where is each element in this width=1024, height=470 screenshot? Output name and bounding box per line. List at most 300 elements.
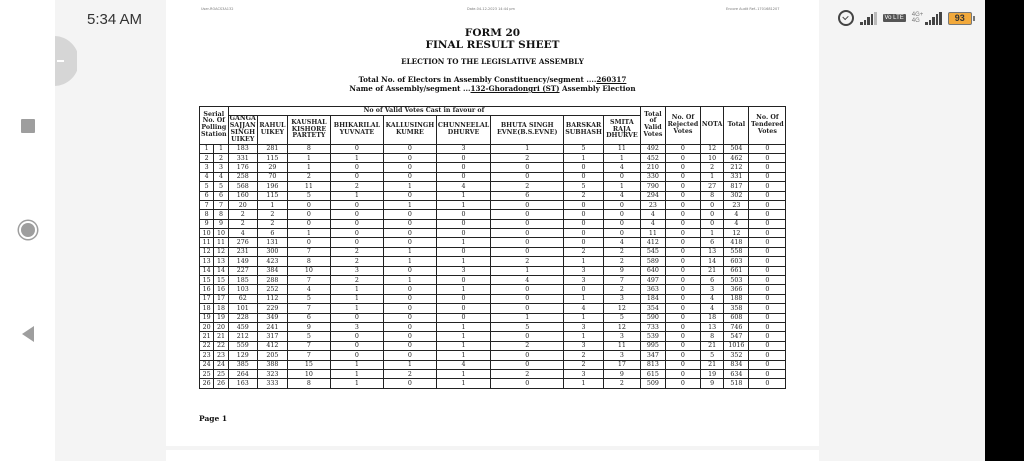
table-cell: 0	[383, 341, 436, 350]
table-cell: 1	[383, 276, 436, 285]
table-cell: 0	[564, 172, 604, 181]
table-cell: 0	[383, 285, 436, 294]
table-cell: 0	[749, 276, 786, 285]
table-cell: 1	[436, 191, 490, 200]
table-cell: 0	[491, 238, 564, 247]
table-cell: 184	[640, 294, 665, 303]
table-cell: 15	[214, 276, 228, 285]
table-cell: 1	[214, 144, 228, 153]
table-cell: 0	[383, 238, 436, 247]
table-cell: 0	[749, 257, 786, 266]
table-cell: 13	[214, 257, 228, 266]
network-type	[911, 12, 924, 24]
table-cell: 7	[287, 276, 330, 285]
network-label-bottom: 4G	[911, 18, 920, 24]
table-cell: 363	[640, 285, 665, 294]
table-cell: 0	[665, 276, 700, 285]
header-user: User-ROACS3A132	[201, 7, 234, 11]
table-cell: 8	[287, 379, 330, 388]
table-cell: 0	[749, 313, 786, 322]
table-cell: 0	[383, 379, 436, 388]
table-cell: 0	[749, 247, 786, 256]
table-cell: 4	[700, 294, 723, 303]
table-cell: 0	[491, 200, 564, 209]
table-cell: 5	[603, 313, 640, 322]
table-cell: 733	[640, 323, 665, 332]
table-cell: 0	[665, 341, 700, 350]
table-cell: 4	[436, 182, 490, 191]
table-cell: 6	[491, 191, 564, 200]
table-cell: 1	[436, 238, 490, 247]
table-cell: 0	[665, 219, 700, 228]
table-cell: 0	[436, 313, 490, 322]
table-cell: 1	[330, 304, 383, 313]
table-cell: 8	[700, 332, 723, 341]
table-cell: 4	[436, 360, 490, 369]
table-cell: 9	[700, 379, 723, 388]
document-page	[166, 0, 819, 446]
table-row	[200, 200, 786, 209]
table-cell: 3	[564, 323, 604, 332]
table-cell: 4	[200, 172, 214, 181]
table-cell: 1	[700, 229, 723, 238]
table-cell: 160	[228, 191, 257, 200]
table-cell: 1	[383, 247, 436, 256]
table-cell: 227	[228, 266, 257, 275]
table-cell: 0	[330, 229, 383, 238]
table-cell: 746	[724, 323, 749, 332]
table-cell: 0	[749, 341, 786, 350]
table-cell: 0	[330, 163, 383, 172]
table-cell: 3	[564, 276, 604, 285]
table-cell: 568	[228, 182, 257, 191]
table-cell: 0	[436, 304, 490, 313]
table-cell: 640	[640, 266, 665, 275]
table-cell: 0	[287, 238, 330, 247]
candidate-header: SMITA RAJA DHURVE	[603, 116, 640, 144]
table-cell: 2	[491, 182, 564, 191]
table-cell: 11	[640, 229, 665, 238]
table-cell: 2	[228, 219, 257, 228]
table-cell: 423	[257, 257, 287, 266]
table-cell: 0	[665, 266, 700, 275]
table-cell: 0	[330, 200, 383, 209]
table-cell: 3	[214, 163, 228, 172]
table-cell: 4	[700, 304, 723, 313]
back-triangle-icon	[22, 326, 34, 342]
table-cell: 388	[257, 360, 287, 369]
table-cell: 0	[436, 163, 490, 172]
table-cell: 26	[200, 379, 214, 388]
table-cell: 0	[665, 294, 700, 303]
table-cell: 6	[287, 313, 330, 322]
minus-icon	[57, 60, 64, 62]
table-cell: 603	[724, 257, 749, 266]
table-cell: 0	[491, 332, 564, 341]
volte-icon: Vo LTE	[884, 15, 904, 21]
signal-icon	[860, 12, 877, 25]
table-row	[200, 247, 786, 256]
table-cell: 5	[491, 323, 564, 332]
table-cell: 0	[491, 229, 564, 238]
table-cell: 27	[700, 182, 723, 191]
table-cell: 4	[724, 219, 749, 228]
table-row	[200, 144, 786, 153]
table-cell: 229	[257, 304, 287, 313]
table-cell: 0	[603, 200, 640, 209]
table-cell: 131	[257, 238, 287, 247]
table-cell: 1	[383, 360, 436, 369]
table-cell: 1	[436, 341, 490, 350]
table-cell: 4	[603, 238, 640, 247]
table-cell: 1	[383, 182, 436, 191]
form-title: FORM 20	[464, 27, 521, 39]
table-cell: 8	[200, 210, 214, 219]
table-cell: 1	[287, 153, 330, 162]
table-cell: 300	[257, 247, 287, 256]
table-cell: 0	[383, 219, 436, 228]
navigation-bar	[0, 0, 55, 461]
table-cell: 19	[214, 313, 228, 322]
table-cell: 0	[491, 163, 564, 172]
table-cell: 615	[640, 369, 665, 378]
table-cell: 1	[257, 200, 287, 209]
table-cell: 2	[200, 153, 214, 162]
table-cell: 1	[700, 172, 723, 181]
table-cell: 1	[330, 191, 383, 200]
table-cell: 12	[603, 323, 640, 332]
table-row	[200, 191, 786, 200]
table-cell: 358	[724, 304, 749, 313]
table-cell: 3	[603, 332, 640, 341]
table-cell: 0	[436, 219, 490, 228]
table-cell: 2	[491, 153, 564, 162]
table-cell: 2	[330, 257, 383, 266]
alarm-icon	[838, 10, 854, 26]
table-cell: 1	[603, 153, 640, 162]
table-cell: 0	[665, 351, 700, 360]
table-cell: 0	[749, 332, 786, 341]
table-cell: 23	[640, 200, 665, 209]
table-cell: 0	[665, 247, 700, 256]
table-cell: 302	[724, 191, 749, 200]
table-cell: 12	[724, 229, 749, 238]
table-cell: 115	[257, 153, 287, 162]
table-cell: 1	[564, 313, 604, 322]
table-cell: 13	[700, 247, 723, 256]
table-cell: 1	[491, 266, 564, 275]
table-cell: 558	[724, 247, 749, 256]
table-cell: 185	[228, 276, 257, 285]
table-cell: 385	[228, 360, 257, 369]
table-cell: 509	[640, 379, 665, 388]
table-cell: 0	[383, 191, 436, 200]
table-cell: 2	[287, 172, 330, 181]
table-cell: 8	[287, 257, 330, 266]
table-cell: 2	[564, 360, 604, 369]
table-cell: 0	[436, 276, 490, 285]
table-cell: 661	[724, 266, 749, 275]
table-cell: 5	[700, 351, 723, 360]
table-cell: 3	[603, 294, 640, 303]
table-cell: 129	[228, 351, 257, 360]
table-cell: 0	[491, 351, 564, 360]
table-cell: 0	[665, 210, 700, 219]
table-cell: 589	[640, 257, 665, 266]
table-cell: 0	[330, 238, 383, 247]
table-cell: 3	[330, 266, 383, 275]
table-cell: 12	[700, 144, 723, 153]
table-cell: 2	[214, 153, 228, 162]
table-cell: 0	[436, 172, 490, 181]
candidate-header: GANGA SAJJAN SINGH UIKEY	[229, 115, 256, 143]
table-cell: 18	[200, 304, 214, 313]
constituency-info	[166, 75, 819, 93]
table-cell: 4	[287, 285, 330, 294]
table-row	[200, 360, 786, 369]
table-cell: 252	[257, 285, 287, 294]
battery-level: 93	[948, 12, 972, 25]
table-cell: 0	[665, 323, 700, 332]
table-cell: 0	[383, 172, 436, 181]
table-row	[200, 210, 786, 219]
table-cell: 0	[330, 351, 383, 360]
table-cell: 2	[603, 379, 640, 388]
table-cell: 0	[383, 313, 436, 322]
table-cell: 0	[665, 200, 700, 209]
table-cell: 504	[724, 144, 749, 153]
table-cell: 163	[228, 379, 257, 388]
status-time: 5:34 AM	[87, 11, 143, 28]
table-cell: 0	[700, 200, 723, 209]
table-cell: 0	[749, 266, 786, 275]
battery-icon	[948, 12, 975, 25]
network-label-top: 4G+	[911, 12, 924, 18]
table-cell: 5	[564, 182, 604, 191]
total-header: Total	[724, 107, 749, 145]
table-cell: 115	[257, 191, 287, 200]
table-cell: 11	[214, 238, 228, 247]
table-cell: 0	[665, 257, 700, 266]
table-cell: 790	[640, 182, 665, 191]
table-cell: 347	[640, 351, 665, 360]
table-cell: 412	[257, 341, 287, 350]
table-cell: 1	[200, 144, 214, 153]
table-cell: 0	[330, 332, 383, 341]
table-cell: 0	[383, 304, 436, 313]
table-cell: 23	[724, 200, 749, 209]
table-cell: 5	[200, 182, 214, 191]
table-cell: 0	[749, 210, 786, 219]
table-row	[200, 266, 786, 275]
table-cell: 462	[724, 153, 749, 162]
table-cell: 22	[214, 341, 228, 350]
table-cell: 0	[564, 219, 604, 228]
table-cell: 559	[228, 341, 257, 350]
election-title: ELECTION TO THE LEGISLATIVE ASSEMBLY	[401, 57, 584, 66]
table-cell: 0	[749, 172, 786, 181]
page-number: Page 1	[199, 414, 228, 423]
table-cell: 7	[287, 247, 330, 256]
table-cell: 0	[749, 304, 786, 313]
table-cell: 0	[436, 153, 490, 162]
table-cell: 608	[724, 313, 749, 322]
table-cell: 14	[700, 257, 723, 266]
table-cell: 0	[330, 341, 383, 350]
home-button[interactable]	[15, 217, 41, 243]
table-cell: 212	[228, 332, 257, 341]
table-row	[200, 238, 786, 247]
table-cell: 2	[228, 210, 257, 219]
table-cell: 0	[749, 285, 786, 294]
table-cell: 3	[200, 163, 214, 172]
table-cell: 3	[603, 351, 640, 360]
table-cell: 492	[640, 144, 665, 153]
table-cell: 16	[214, 285, 228, 294]
table-cell: 0	[603, 219, 640, 228]
table-cell: 1	[287, 163, 330, 172]
table-row	[200, 379, 786, 388]
candidate-header: KALLUSINGH KUMRE	[383, 116, 436, 144]
table-cell: 0	[749, 163, 786, 172]
table-cell: 0	[700, 219, 723, 228]
table-row	[200, 323, 786, 332]
table-cell: 23	[214, 351, 228, 360]
header-date: Date-04-12-2023 14:44 pm	[467, 7, 515, 11]
table-cell: 11	[287, 182, 330, 191]
assembly-line	[166, 84, 819, 93]
candidate-header: CHUNNEELAL DHURVE	[436, 116, 490, 144]
table-cell: 101	[228, 304, 257, 313]
table-cell: 149	[228, 257, 257, 266]
table-cell: 2	[491, 369, 564, 378]
table-cell: 0	[491, 294, 564, 303]
assembly-suffix: Assembly Election	[559, 84, 636, 93]
table-cell: 2	[603, 257, 640, 266]
table-cell: 0	[749, 219, 786, 228]
table-cell: 14	[200, 266, 214, 275]
table-cell: 0	[749, 182, 786, 191]
table-cell: 0	[383, 210, 436, 219]
table-cell: 24	[200, 360, 214, 369]
table-cell: 330	[640, 172, 665, 181]
table-cell: 6	[257, 229, 287, 238]
table-cell: 26	[214, 379, 228, 388]
table-cell: 0	[749, 229, 786, 238]
form-subtitle: FINAL RESULT SHEET	[425, 39, 560, 51]
back-button[interactable]	[15, 321, 41, 347]
table-cell: 0	[665, 313, 700, 322]
table-cell: 1	[436, 257, 490, 266]
table-cell: 0	[665, 379, 700, 388]
table-cell: 539	[640, 332, 665, 341]
table-cell: 0	[603, 229, 640, 238]
table-cell: 0	[287, 219, 330, 228]
table-row	[200, 163, 786, 172]
table-cell: 12	[214, 247, 228, 256]
table-cell: 4	[603, 191, 640, 200]
results-table	[199, 106, 786, 389]
serial-header: Serial No. Of Polling Station	[200, 107, 229, 145]
table-cell: 0	[564, 210, 604, 219]
table-cell: 1	[383, 200, 436, 209]
table-cell: 7	[287, 351, 330, 360]
table-cell: 518	[724, 379, 749, 388]
table-cell: 1	[436, 351, 490, 360]
table-cell: 418	[724, 238, 749, 247]
table-cell: 258	[228, 172, 257, 181]
table-cell: 1	[564, 332, 604, 341]
table-cell: 5	[214, 182, 228, 191]
battery-tip	[973, 16, 975, 21]
table-cell: 0	[383, 323, 436, 332]
table-cell: 0	[749, 323, 786, 332]
table-cell: 62	[228, 294, 257, 303]
table-cell: 4	[214, 172, 228, 181]
table-cell: 5	[287, 332, 330, 341]
table-cell: 16	[200, 285, 214, 294]
table-cell: 205	[257, 351, 287, 360]
table-cell: 10	[700, 153, 723, 162]
table-cell: 0	[665, 163, 700, 172]
table-cell: 0	[491, 285, 564, 294]
table-cell: 2	[564, 191, 604, 200]
table-cell: 12	[603, 304, 640, 313]
table-cell: 0	[491, 219, 564, 228]
candidate-header: KAUSHAL KISHORE PARTETY	[287, 116, 330, 144]
table-cell: 0	[749, 153, 786, 162]
table-cell: 25	[214, 369, 228, 378]
table-cell: 0	[491, 379, 564, 388]
table-cell: 2	[491, 257, 564, 266]
table-cell: 176	[228, 163, 257, 172]
table-cell: 1	[330, 379, 383, 388]
table-cell: 2	[330, 247, 383, 256]
table-cell: 18	[214, 304, 228, 313]
table-cell: 4	[491, 276, 564, 285]
table-cell: 3	[436, 144, 490, 153]
table-cell: 0	[491, 360, 564, 369]
table-row	[200, 285, 786, 294]
table-row	[200, 351, 786, 360]
table-cell: 5	[564, 144, 604, 153]
table-cell: 1	[436, 200, 490, 209]
table-cell: 3	[564, 266, 604, 275]
table-cell: 1016	[724, 341, 749, 350]
table-cell: 24	[214, 360, 228, 369]
floating-button[interactable]	[55, 36, 77, 86]
table-cell: 11	[603, 341, 640, 350]
recents-button[interactable]	[15, 113, 41, 139]
table-cell: 4	[228, 229, 257, 238]
table-cell: 19	[700, 369, 723, 378]
table-cell: 0	[749, 294, 786, 303]
electors-value: 260317	[596, 75, 627, 84]
table-cell: 0	[665, 153, 700, 162]
table-cell: 288	[257, 276, 287, 285]
table-cell: 0	[383, 229, 436, 238]
table-cell: 0	[665, 285, 700, 294]
candidate-header: BHIKARILAL YUVNATE	[330, 116, 383, 144]
table-cell: 1	[287, 229, 330, 238]
table-cell: 0	[665, 304, 700, 313]
assembly-value: 132-Ghoradongri (ST)	[470, 84, 560, 93]
table-cell: 497	[640, 276, 665, 285]
table-cell: 2	[491, 341, 564, 350]
table-cell: 0	[665, 182, 700, 191]
table-cell: 0	[436, 229, 490, 238]
table-cell: 0	[564, 200, 604, 209]
